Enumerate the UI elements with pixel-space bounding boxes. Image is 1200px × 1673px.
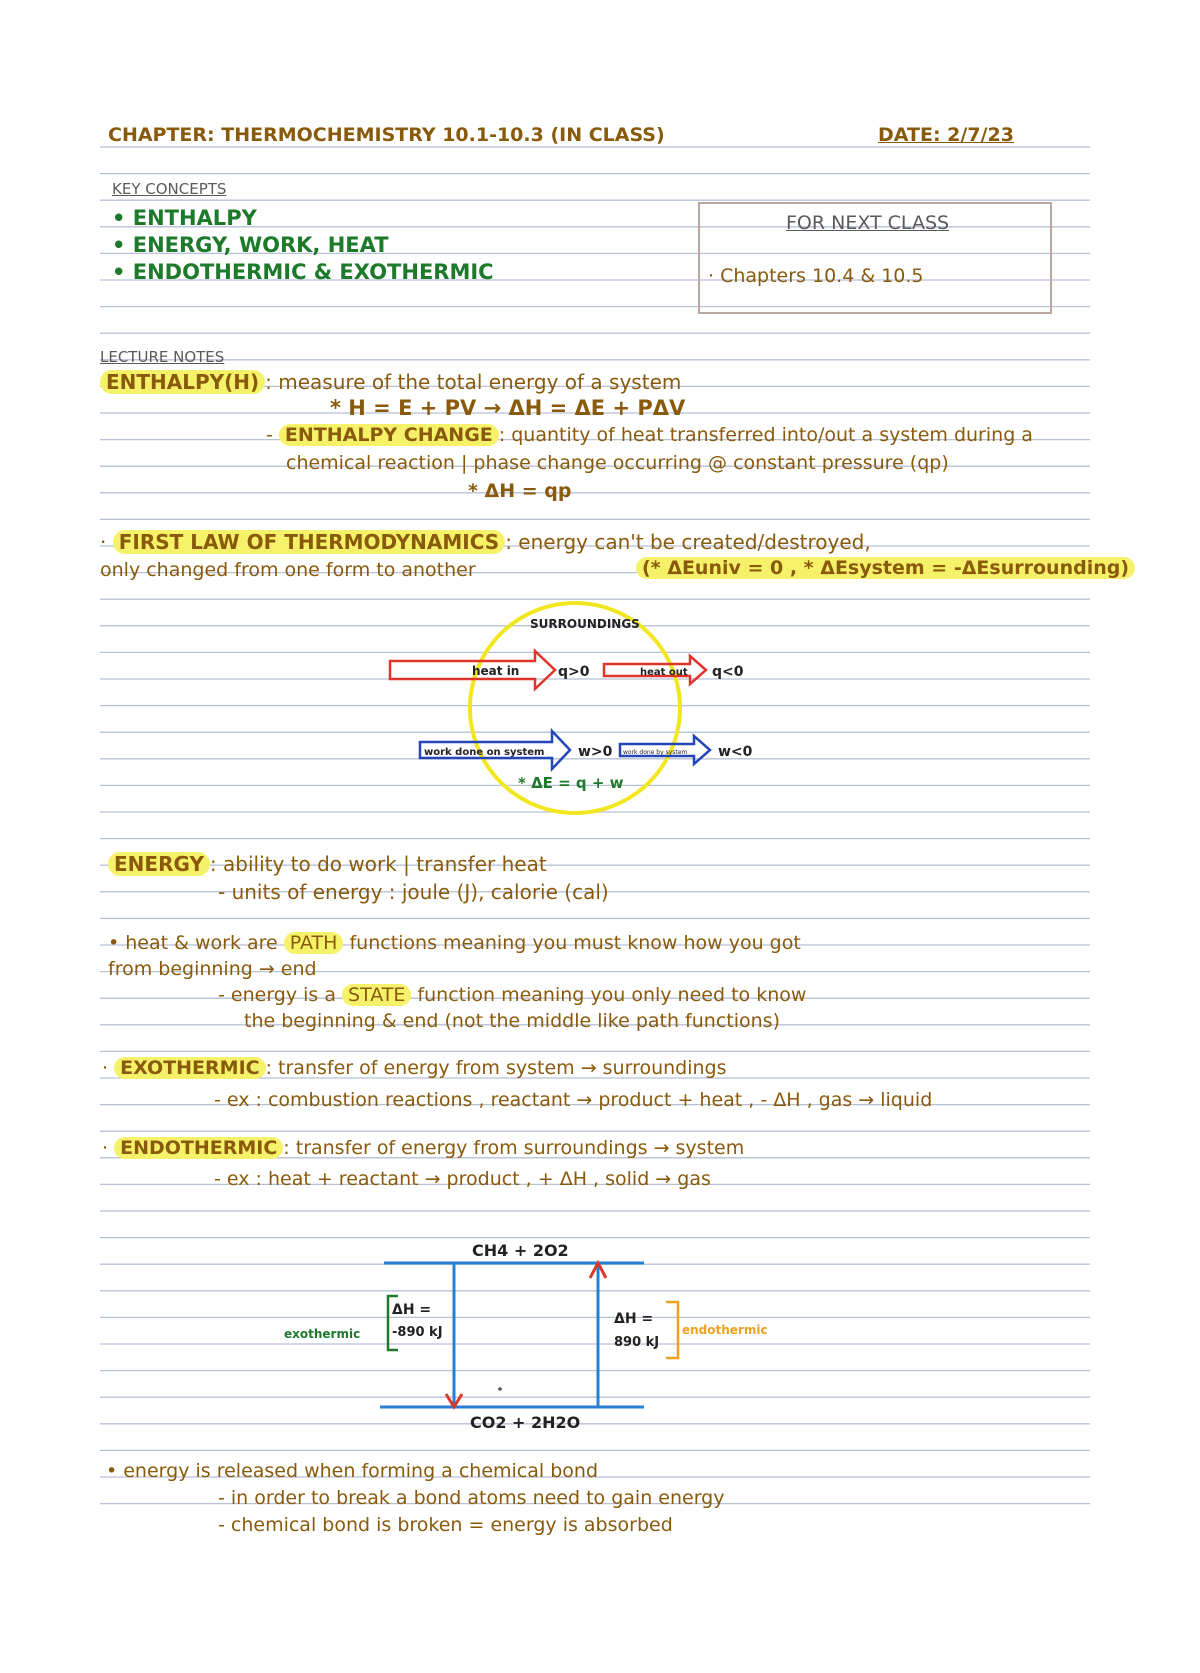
first-law-diagram-formula: * ΔE = q + w bbox=[518, 774, 624, 792]
w-positive-label: w>0 bbox=[578, 744, 613, 760]
state-line2: the beginning & end (not the middle like path functions) bbox=[244, 1010, 780, 1032]
state-line1: - energy is a STATE function meaning you only need to know bbox=[218, 984, 807, 1006]
next-class-title: FOR NEXT CLASS bbox=[786, 212, 950, 234]
path-term: PATH bbox=[284, 932, 344, 954]
key-concepts-label: KEY CONCEPTS bbox=[112, 180, 227, 198]
endothermic-term: ENDOTHERMIC bbox=[114, 1137, 283, 1159]
first-law-term: FIRST LAW OF THERMODYNAMICS bbox=[113, 530, 505, 554]
enthalpy-term: ENTHALPY(H) bbox=[100, 370, 265, 394]
bond-line3: - chemical bond is broken = energy is absorbed bbox=[218, 1514, 673, 1536]
exothermic-line: · EXOTHERMIC : transfer of energy from system → surroundings bbox=[102, 1057, 727, 1079]
work-by-label: work done by system bbox=[623, 749, 688, 756]
exo-dh-value: -890 kJ bbox=[392, 1325, 443, 1340]
products-label: CO2 + 2H2O bbox=[470, 1413, 581, 1432]
bond-line2: - in order to break a bond atoms need to gain energy bbox=[218, 1487, 725, 1509]
energy-line: ENERGY : ability to do work | transfer heat bbox=[108, 852, 547, 876]
stray-dot bbox=[498, 1387, 502, 1391]
endo-dh-label: ΔH = bbox=[614, 1311, 654, 1327]
q-positive-label: q>0 bbox=[558, 664, 590, 680]
lecture-notes-label: LECTURE NOTES bbox=[100, 348, 225, 366]
first-law-line2: only changed from one form to another bbox=[100, 559, 476, 581]
surroundings-label: SURROUNDINGS bbox=[530, 617, 640, 631]
enthalpy-formula: * H = E + PV → ΔH = ΔE + PΔV bbox=[330, 396, 686, 420]
first-law-formula: (* ΔEuniv = 0 , * ΔEsystem = -ΔEsurrounding) bbox=[636, 557, 1135, 579]
path-line1: • heat & work are PATH functions meaning you must know how you got bbox=[108, 932, 801, 954]
enthalpy-change-formula: * ΔH = qp bbox=[468, 480, 572, 502]
exothermic-example: - ex : combustion reactions , reactant → product + heat , - ΔH , gas → liquid bbox=[214, 1089, 933, 1111]
next-class-item: · Chapters 10.4 & 10.5 bbox=[708, 265, 924, 287]
key-concept-item: • ENDOTHERMIC & EXOTHERMIC bbox=[112, 260, 494, 284]
exothermic-term: EXOTHERMIC bbox=[114, 1057, 266, 1079]
first-law-line: · FIRST LAW OF THERMODYNAMICS : energy can't be created/destroyed, bbox=[100, 530, 871, 554]
endothermic-line: · ENDOTHERMIC : transfer of energy from surroundings → system bbox=[102, 1137, 745, 1159]
bond-line1: • energy is released when forming a chemical bond bbox=[106, 1460, 599, 1482]
heat-in-label: heat in bbox=[472, 664, 520, 678]
energy-units: - units of energy : joule (J), calorie (cal) bbox=[218, 880, 609, 904]
endo-dh-value: 890 kJ bbox=[614, 1335, 660, 1350]
enthalpy-change-line2: chemical reaction | phase change occurring @ constant pressure (qp) bbox=[286, 452, 949, 474]
exothermic-label: exothermic bbox=[284, 1327, 361, 1341]
enthalpy-change-line: - ENTHALPY CHANGE : quantity of heat transferred into/out a system during a bbox=[266, 424, 1033, 446]
heat-out-label: heat out bbox=[640, 667, 688, 678]
key-concept-item: • ENTHALPY bbox=[112, 206, 257, 230]
exo-dh-label: ΔH = bbox=[392, 1302, 432, 1318]
q-negative-label: q<0 bbox=[712, 664, 744, 680]
energy-term: ENERGY bbox=[108, 852, 210, 876]
enthalpy-change-term: ENTHALPY CHANGE bbox=[279, 424, 499, 446]
endothermic-example: - ex : heat + reactant → product , + ΔH , solid → gas bbox=[214, 1168, 711, 1190]
work-on-label: work done on system bbox=[424, 747, 545, 758]
state-term: STATE bbox=[342, 984, 411, 1006]
key-concept-item: • ENERGY, WORK, HEAT bbox=[112, 233, 389, 257]
w-negative-label: w<0 bbox=[718, 744, 753, 760]
endothermic-label: endothermic bbox=[682, 1323, 768, 1337]
endothermic-bracket bbox=[666, 1302, 678, 1358]
path-line2: from beginning → end bbox=[108, 958, 317, 980]
date-label: DATE: 2/7/23 bbox=[878, 124, 1014, 146]
enthalpy-line: ENTHALPY(H) : measure of the total energy of a system bbox=[100, 370, 681, 394]
chapter-heading: CHAPTER: THERMOCHEMISTRY 10.1-10.3 (IN CLASS) bbox=[108, 124, 665, 146]
reactants-label: CH4 + 2O2 bbox=[472, 1241, 569, 1260]
